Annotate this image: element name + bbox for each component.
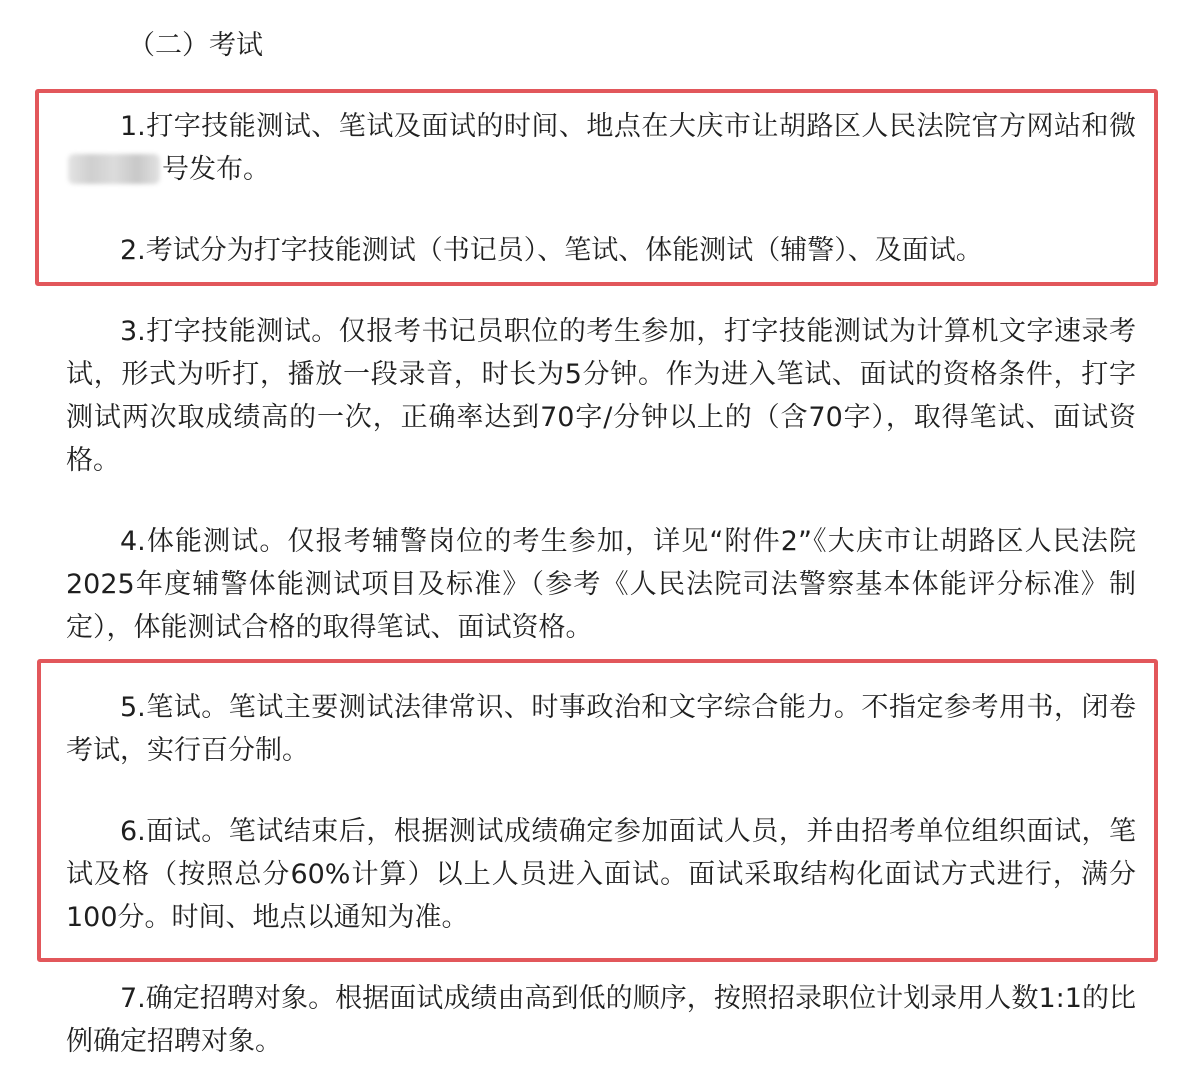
item-3: 3.打字技能测试。仅报考书记员职位的考生参加，打字技能测试为计算机文字速录考试，形式为听打，播放一段录音，时长为5分钟。作为进入笔试、面试的资格条件，打字测试两次取成绩高的一次，正确率达到70字/分钟以上的（含70字），取得笔试、面试资格。 xyxy=(66,316,1136,476)
item-4: 4.体能测试。仅报考辅警岗位的考生参加，详见“附件2”《大庆市让胡路区人民法院2025年度辅警体能测试项目及标准》（参考《人民法院司法警察基本体能评分标准》制定），体能测试合格的取得笔试、面试资格。 xyxy=(66,526,1136,643)
item-5: 5.笔试。笔试主要测试法律常识、时事政治和文字综合能力。不指定参考用书，闭卷考试，实行百分制。 xyxy=(66,692,1136,766)
item-2: 2.考试分为打字技能测试（书记员）、笔试、体能测试（辅警）、及面试。 xyxy=(120,235,983,266)
item-1-text-after: 号发布。 xyxy=(162,154,270,185)
item-7: 7.确定招聘对象。根据面试成绩由高到低的顺序，按照招录职位计划录用人数1:1的比例确定招聘对象。 xyxy=(66,983,1136,1057)
redacted-blur xyxy=(68,154,160,184)
item-1 xyxy=(66,105,1136,191)
section-heading: （二）考试 xyxy=(128,30,263,61)
item-6: 6.面试。笔试结束后，根据测试成绩确定参加面试人员，并由招考单位组织面试，笔试及格（按照总分60%计算）以上人员进入面试。面试采取结构化面试方式进行，满分100分。时间、地点以通知为准。 xyxy=(66,816,1136,933)
item-1-text-before: 1.打字技能测试、笔试及面试的时间、地点在大庆市让胡路区人民法院官方网站和微 xyxy=(120,111,1136,142)
